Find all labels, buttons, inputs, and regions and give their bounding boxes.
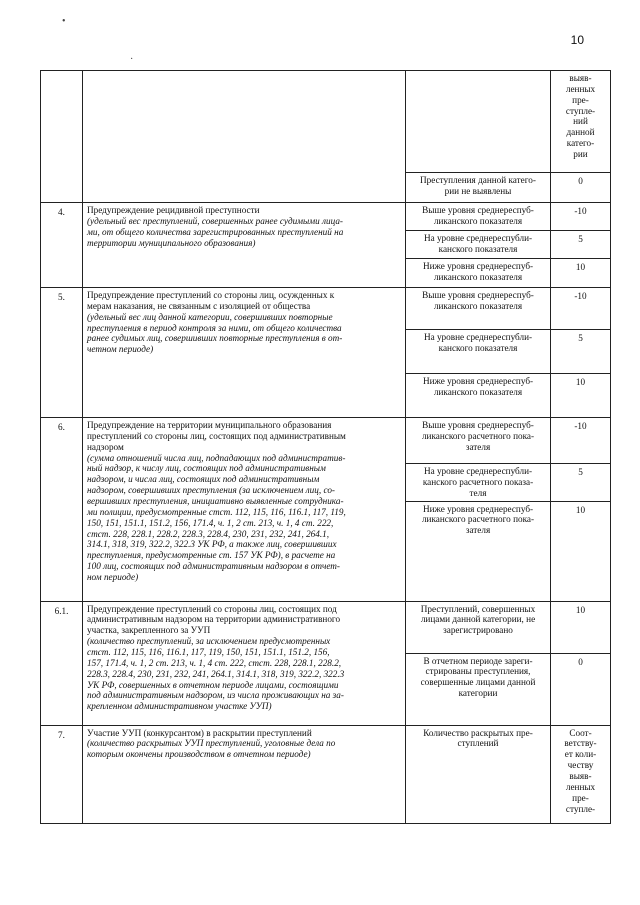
continued-score-text: выяв- ленных пре- ступле- ний данной катего- рии [551,71,611,173]
criterion-text: Преступлений, совершенных лицами данной категории, не зарегистрировано [406,601,551,653]
score-value: 0 [551,653,611,725]
score-value: -10 [551,203,611,231]
score-value: 5 [551,464,611,502]
row-number: 6.1. [41,601,83,725]
score-value: -10 [551,288,611,330]
row-note: (удельный вес лиц данной категории, совершивших повторные преступления в период контроля за ними, от общего количества ранее судимых лиц, совершивших повторные преступления в от- четном периоде) [87,311,343,355]
table-row [41,725,611,823]
row-title: Предупреждение на территории муниципального образования преступлений со стороны лиц, состоящих под административным надзором [87,420,346,452]
row-number: 4. [41,203,83,288]
scan-speck: • [62,16,66,27]
criteria-table [40,70,611,824]
criterion-text: Ниже уровня среднереспуб- ликанского расчетного пока- зателя [406,501,551,601]
table-row [41,288,611,330]
row-title: Предупреждение рецидивной преступности [87,205,260,215]
criterion-text: На уровне среднереспубли- канского показателя [406,330,551,374]
score-value: 10 [551,374,611,418]
criterion-text: Выше уровня среднереспуб- ликанского показателя [406,288,551,330]
score-value: 10 [551,501,611,601]
table-row [41,71,611,173]
table-row [41,601,611,653]
row-title: Предупреждение преступлений со стороны лиц, состоящих под административным надзором на территории административного участка, закрепленного за УУП [87,603,341,636]
score-value: 10 [551,601,611,653]
score-value: 5 [551,231,611,259]
row-note: (количество преступлений, за исключением предусмотренных стст. 112, 115, 116, 116.1, 117, 119, 150, 151, 151.1, 151.2, 156, 157, 171.4, ч. 1, 2 ст. 213, ч. 1, 4 ст. 222, стст. 228, 228.1, 228.2, 228.3, 228.4, 230, 231, 232, 241, 264.1, 314.1, 318, 319, 322.2, 322.3 УК РФ, совершенных в отчетном периоде лицами, состоящими под административным надзором, из числа проживающих на за- крепленном административном участке УУП) [87,636,345,712]
score-value: -10 [551,418,611,464]
criterion-text: Количество раскрытых пре- ступлений [406,725,551,823]
criterion-text: На уровне среднереспубли- канского показателя [406,231,551,259]
row-title: Участие УУП (конкурсантом) в раскрытии преступлений [87,727,312,738]
row-number: 6. [41,418,83,602]
row-note: (удельный вес преступлений, совершенных ранее судимыми лица- ми, от общего количества зарегистрированных преступлений на территории муниципального образования) [87,215,344,248]
criterion-text: В отчетном периоде зареги- стрированы преступления, совершенные лицами данной категории [406,653,551,725]
scan-speck: · [130,54,134,65]
row-number: 5. [41,288,83,418]
score-value: Соот- ветству- ет коли- честву выяв- ленных пре- ступле- [551,725,611,823]
criterion-text: Преступления данной катего- рии не выявлены [406,173,551,203]
score-value: 5 [551,330,611,374]
row-number: 7. [41,725,83,823]
criterion-text: Выше уровня среднереспуб- ликанского показателя [406,203,551,231]
page-number: 10 [570,33,584,47]
criterion-text: Выше уровня среднереспуб- ликанского расчетного пока- зателя [406,418,551,464]
table-row [41,418,611,464]
score-value: 0 [551,173,611,203]
criterion-text: На уровне среднереспубли- канского расчетного показа- теля [406,464,551,502]
table-row [41,203,611,231]
criterion-text: Ниже уровня среднереспуб- ликанского показателя [406,374,551,418]
row-title: Предупреждение преступлений со стороны лиц, осужденных к мерам наказания, не связанным с изоляцией от общества [87,290,335,311]
row-note: (сумма отношений числа лиц, подпадающих под административ- ный надзор, к числу лиц, состоящих под административным надзором, и числа лиц, состоящих под административным надзором, совершивших преступления (за исключением лиц, со- вершивших преступления, инициативно выявленные сотрудника- ми полиции, предусмотренные стст. 112, 115, 116, 116.1, 117, 119, 150, 151, 151.1, 151.2, 156, 171.4, ч. 1, 2 ст. 213, ч. 1, 4 ст. 222, стст. 228, 228.1, 228.2, 228.3, 228.4, 230, 231, 232, 241, 264.1, 314.1, 318, 319, 322.2, 322.3 УК РФ, а также лиц, совершивших преступления, предусмотренные ст. 157 УК РФ), в расчете на 100 лиц, состоящих под административным надзором в отчет- ном периоде) [87,452,346,583]
criterion-text: Ниже уровня среднереспуб- ликанского показателя [406,259,551,288]
row-note: (количество раскрытых УУП преступлений, уголовные дела по которым окончены производством в отчетном периоде) [87,738,336,760]
score-value: 10 [551,259,611,288]
